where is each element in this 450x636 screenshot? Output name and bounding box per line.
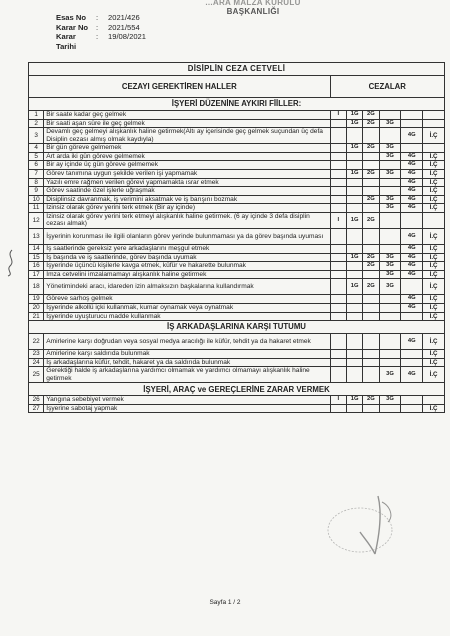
penalty-cell xyxy=(330,404,346,413)
penalty-cell: 2G xyxy=(363,212,379,228)
penalty-cell xyxy=(363,367,379,383)
meta-sep: : xyxy=(96,32,99,42)
penalty-cell: 4G xyxy=(401,253,423,262)
penalty-cell: 3G xyxy=(379,119,401,128)
header-org-line: BAŞKANLIĞI xyxy=(226,7,280,16)
penalty-cell xyxy=(379,111,401,120)
penalty-cell xyxy=(363,187,379,196)
table-row xyxy=(29,244,445,253)
penalty-cell: İ.Ç xyxy=(423,228,445,244)
penalty-cell: 4G xyxy=(401,262,423,271)
penalty-table xyxy=(28,62,445,413)
penalty-cell xyxy=(363,204,379,213)
penalty-cell xyxy=(346,295,362,304)
penalty-cell xyxy=(330,270,346,279)
penalty-cell xyxy=(346,128,362,144)
penalty-cell xyxy=(346,152,362,161)
penalty-cell: İ.Ç xyxy=(423,169,445,178)
page-number: Sayfa 1 / 2 xyxy=(209,599,241,606)
penalty-cell: 2G xyxy=(363,396,379,405)
penalty-cell: 2G xyxy=(363,169,379,178)
penalty-cell xyxy=(330,350,346,359)
row-number: 24 xyxy=(29,358,44,367)
penalty-cell xyxy=(363,350,379,359)
row-number: 20 xyxy=(29,303,44,312)
row-description: Yangına sebebiyet vermek xyxy=(44,396,330,405)
penalty-cell xyxy=(330,144,346,153)
penalty-cell: 4G xyxy=(401,152,423,161)
penalty-cell xyxy=(330,334,346,350)
penalty-cell: İ.Ç xyxy=(423,404,445,413)
penalty-cell: İ.Ç xyxy=(423,350,445,359)
penalty-cell: 3G xyxy=(379,270,401,279)
penalty-cell xyxy=(423,111,445,120)
row-description: Devamlı geç gelmeyi alışkanlık haline getirmek(Altı ay içerisinde geç gelmek suçundan üç defa Disiplin cezası almış olmak kaydıyla) xyxy=(44,128,330,144)
penalty-cell xyxy=(401,396,423,405)
row-description: Amirlerine karşı saldırıda bulunmak xyxy=(44,350,330,359)
row-description: Bir saate kadar geç gelmek xyxy=(44,111,330,120)
meta-value: 19/08/2021 xyxy=(108,32,147,42)
penalty-cell xyxy=(379,128,401,144)
penalty-cell xyxy=(379,334,401,350)
penalty-cell: 4G xyxy=(401,187,423,196)
penalty-cell: 3G xyxy=(379,279,401,295)
penalty-cell: 4G xyxy=(401,295,423,304)
row-number: 9 xyxy=(29,187,44,196)
penalty-cell xyxy=(401,144,423,153)
penalty-cell xyxy=(423,212,445,228)
penalty-cell: 3G xyxy=(379,144,401,153)
row-description: Disiplinsiz davranmak, iş verimini aksatmak ve iş barışını bozmak xyxy=(44,195,330,204)
penalty-cell xyxy=(330,178,346,187)
meta-key: Karar No xyxy=(56,22,89,32)
penalty-cell xyxy=(330,187,346,196)
penalty-cell xyxy=(346,404,362,413)
row-description: İzinsiz olarak görev yerini terk etmeyi alışkanlık haline getirmek. (6 ay içinde 3 defa disiplin cezası almak) xyxy=(44,212,330,228)
row-description: İşyerine sabotaj yapmak xyxy=(44,404,330,413)
penalty-cell xyxy=(346,244,362,253)
penalty-cell xyxy=(423,144,445,153)
row-number: 17 xyxy=(29,270,44,279)
penalty-cell xyxy=(330,128,346,144)
row-description: Görev tanımına uygun şekilde verilen işi yapmamak xyxy=(44,169,330,178)
penalty-cell: İ.Ç xyxy=(423,195,445,204)
meta-value: 2021/426 xyxy=(108,13,140,22)
penalty-cell: 4G xyxy=(401,128,423,144)
table-row xyxy=(29,279,445,295)
row-description: Yönetimindeki aracı, idareden izin almaksızın başkalarına kullandırmak xyxy=(44,279,330,295)
table-row xyxy=(29,187,445,196)
row-number: 25 xyxy=(29,367,44,383)
row-number: 8 xyxy=(29,178,44,187)
penalty-cell xyxy=(330,161,346,170)
section-header: İŞYERİ, ARAÇ ve GEREÇLERİNE ZARAR VERMEK xyxy=(29,383,445,396)
penalty-cell xyxy=(346,367,362,383)
row-description: Gerektiği halde iş arkadaşlarına yardımcı olmamak ve yardımcı olmamayı alışkanlık haline getirmek xyxy=(44,367,330,383)
stamp-signature-icon xyxy=(320,492,410,562)
row-description: Yazılı emre rağmen verilen görevi yapmamakta ısrar etmek xyxy=(44,178,330,187)
row-number: 4 xyxy=(29,144,44,153)
penalty-cell: 4G xyxy=(401,270,423,279)
penalty-cell: 1G xyxy=(346,119,362,128)
penalty-cell xyxy=(379,303,401,312)
penalty-cell xyxy=(330,195,346,204)
penalty-cell: 2G xyxy=(363,119,379,128)
penalty-cell xyxy=(346,270,362,279)
penalty-cell xyxy=(379,244,401,253)
penalty-cell xyxy=(423,119,445,128)
penalty-cell: 3G xyxy=(379,367,401,383)
table-title: DİSİPLİN CEZA CETVELİ xyxy=(29,63,445,76)
row-number: 22 xyxy=(29,334,44,350)
row-number: 7 xyxy=(29,169,44,178)
penalty-cell xyxy=(346,187,362,196)
table-row xyxy=(29,303,445,312)
penalty-cell xyxy=(363,244,379,253)
meta-row-esas xyxy=(56,13,146,23)
table-row xyxy=(29,128,445,144)
penalty-cell: 4G xyxy=(401,169,423,178)
penalty-cell xyxy=(379,212,401,228)
table-row xyxy=(29,396,445,405)
penalty-cell xyxy=(346,350,362,359)
penalty-cell: 3G xyxy=(379,262,401,271)
penalty-cell: I xyxy=(330,396,346,405)
penalty-cell xyxy=(401,312,423,321)
row-number: 13 xyxy=(29,228,44,244)
penalty-cell xyxy=(330,228,346,244)
penalty-cell xyxy=(346,204,362,213)
table-row xyxy=(29,334,445,350)
penalty-cell xyxy=(330,253,346,262)
penalty-cell: 1G xyxy=(346,396,362,405)
penalty-cell: İ.Ç xyxy=(423,161,445,170)
penalty-cell xyxy=(346,161,362,170)
row-description: İş başında ve iş saatlerinde, görev başında uyumak xyxy=(44,253,330,262)
penalty-cell xyxy=(330,152,346,161)
penalty-cell: İ.Ç xyxy=(423,204,445,213)
row-description: İzinsiz olarak görev yerini terk etmek (Bir ay içinde) xyxy=(44,204,330,213)
penalty-cell: 2G xyxy=(363,111,379,120)
penalty-cell: 4G xyxy=(401,244,423,253)
penalty-cell xyxy=(363,295,379,304)
table-row xyxy=(29,161,445,170)
penalty-cell xyxy=(330,244,346,253)
table-row xyxy=(29,295,445,304)
penalty-cell xyxy=(330,367,346,383)
row-description: Görev saatinde özel işlerle uğraşmak xyxy=(44,187,330,196)
table-row xyxy=(29,204,445,213)
penalty-cell xyxy=(346,262,362,271)
penalty-cell xyxy=(401,404,423,413)
penalty-cell xyxy=(363,312,379,321)
row-description: İş saatlerinde gereksiz yere arkadaşlarını meşgul etmek xyxy=(44,244,330,253)
table-row xyxy=(29,195,445,204)
penalty-cell: 1G xyxy=(346,279,362,295)
penalty-cell xyxy=(379,312,401,321)
penalty-cell xyxy=(330,358,346,367)
table-row xyxy=(29,262,445,271)
penalty-cell: İ.Ç xyxy=(423,303,445,312)
row-description: İşyerinde üçüncü kişilerle kavga etmek, küfür ve hakarette bulunmak xyxy=(44,262,330,271)
penalty-cell: İ.Ç xyxy=(423,128,445,144)
penalty-cell xyxy=(330,262,346,271)
penalty-cell xyxy=(330,295,346,304)
row-number: 23 xyxy=(29,350,44,359)
header-top-line: ...ARA MALZA KURULU xyxy=(205,0,301,6)
penalty-cell xyxy=(363,128,379,144)
penalty-cell xyxy=(379,295,401,304)
meta-row-tarih xyxy=(56,32,146,51)
penalty-cell: İ.Ç xyxy=(423,152,445,161)
penalty-cell: İ.Ç xyxy=(423,244,445,253)
penalty-cell: 3G xyxy=(379,195,401,204)
penalty-cell xyxy=(401,350,423,359)
row-number: 1 xyxy=(29,111,44,120)
table-row xyxy=(29,358,445,367)
row-description: İşyerinde alkollü içki kullanmak, kumar oynamak veya oynatmak xyxy=(44,303,330,312)
row-description: İşyerinde uyuşturucu madde kullanmak xyxy=(44,312,330,321)
penalty-cell: 3G xyxy=(379,204,401,213)
penalty-cell xyxy=(363,270,379,279)
penalty-cell: İ.Ç xyxy=(423,295,445,304)
penalty-cell: 3G xyxy=(379,169,401,178)
penalty-cell xyxy=(401,119,423,128)
penalty-cell: İ.Ç xyxy=(423,253,445,262)
penalty-cell: 3G xyxy=(379,396,401,405)
row-description: Amirlerine karşı doğrudan veya sosyal medya aracılığı ile küfür, tehdit ya da hakaret etmek xyxy=(44,334,330,350)
penalty-cell: 4G xyxy=(401,178,423,187)
penalty-cell: 4G xyxy=(401,303,423,312)
penalty-cell xyxy=(330,303,346,312)
penalty-cell xyxy=(379,178,401,187)
penalty-cell xyxy=(330,312,346,321)
penalty-cell xyxy=(363,303,379,312)
row-number: 26 xyxy=(29,396,44,405)
meta-key: Esas No xyxy=(56,13,86,22)
penalty-cell xyxy=(346,178,362,187)
row-description: Bir saati aşan süre ile geç gelmek xyxy=(44,119,330,128)
penalty-cell: 2G xyxy=(363,195,379,204)
table-row xyxy=(29,404,445,413)
penalty-cell xyxy=(401,212,423,228)
penalty-cell: 1G xyxy=(346,212,362,228)
penalty-cell xyxy=(401,279,423,295)
penalty-cell xyxy=(363,358,379,367)
penalty-cell xyxy=(379,358,401,367)
table-row xyxy=(29,270,445,279)
penalty-cell xyxy=(330,119,346,128)
row-description: İmza cetvelini imzalamamayı alışkanlık haline getirmek xyxy=(44,270,330,279)
document-header xyxy=(168,0,338,16)
row-description: İşyerinin korunması ile ilgili olanların görev yerinde bulunmaması ya da görev başında uyuması xyxy=(44,228,330,244)
row-number: 27 xyxy=(29,404,44,413)
row-number: 16 xyxy=(29,262,44,271)
penalty-cell: 3G xyxy=(379,152,401,161)
meta-value: 2021/554 xyxy=(108,22,140,32)
penalty-cell: İ.Ç xyxy=(423,279,445,295)
penalty-cell xyxy=(346,303,362,312)
row-number: 6 xyxy=(29,161,44,170)
penalty-cell: 4G xyxy=(401,161,423,170)
table-row xyxy=(29,212,445,228)
penalty-cell: İ.Ç xyxy=(423,312,445,321)
table-row xyxy=(29,253,445,262)
column-header-penalties: CEZALAR xyxy=(330,76,444,98)
penalty-cell: 1G xyxy=(346,169,362,178)
row-description: Art arda iki gün göreve gelmemek xyxy=(44,152,330,161)
penalty-cell: I xyxy=(330,111,346,120)
row-number: 2 xyxy=(29,119,44,128)
row-number: 21 xyxy=(29,312,44,321)
penalty-cell: 4G xyxy=(401,334,423,350)
penalty-cell xyxy=(363,334,379,350)
table-row xyxy=(29,228,445,244)
penalty-cell xyxy=(346,312,362,321)
column-header-cases: CEZAYI GEREKTİREN HALLER xyxy=(29,76,331,98)
penalty-cell xyxy=(379,187,401,196)
table-row xyxy=(29,119,445,128)
meta-row-karar xyxy=(56,23,146,33)
penalty-cell xyxy=(363,152,379,161)
penalty-cell: 2G xyxy=(363,144,379,153)
table-row xyxy=(29,367,445,383)
row-number: 14 xyxy=(29,244,44,253)
table-row xyxy=(29,152,445,161)
section-header: İŞYERİ DÜZENİNE AYKIRI FİİLLER: xyxy=(29,98,445,111)
table-row xyxy=(29,178,445,187)
penalty-cell: İ.Ç xyxy=(423,187,445,196)
row-number: 12 xyxy=(29,212,44,228)
penalty-cell xyxy=(330,279,346,295)
penalty-cell: 4G xyxy=(401,228,423,244)
penalty-cell xyxy=(363,178,379,187)
penalty-cell: 4G xyxy=(401,195,423,204)
penalty-cell: İ.Ç xyxy=(423,178,445,187)
decision-meta xyxy=(56,13,146,51)
penalty-cell: İ.Ç xyxy=(423,358,445,367)
penalty-cell: İ.Ç xyxy=(423,334,445,350)
row-description: İş arkadaşlarına küfür, tehdit, hakaret ya da saldırıda bulunmak xyxy=(44,358,330,367)
penalty-cell: İ.Ç xyxy=(423,367,445,383)
meta-sep: : xyxy=(96,22,99,32)
penalty-cell: 1G xyxy=(346,253,362,262)
penalty-cell xyxy=(346,195,362,204)
row-number: 15 xyxy=(29,253,44,262)
row-number: 19 xyxy=(29,295,44,304)
meta-key: Karar Tarihi xyxy=(56,32,77,51)
penalty-cell xyxy=(330,204,346,213)
meta-sep: : xyxy=(96,13,99,22)
penalty-cell xyxy=(423,396,445,405)
penalty-cell xyxy=(363,404,379,413)
row-description: Göreve sarhoş gelmek xyxy=(44,295,330,304)
handwritten-mark-icon xyxy=(2,248,20,278)
penalty-cell: İ.Ç xyxy=(423,270,445,279)
section-header: İŞ ARKADAŞLARINA KARŞI TUTUMU xyxy=(29,321,445,334)
penalty-cell xyxy=(379,228,401,244)
penalty-cell xyxy=(330,169,346,178)
penalty-cell: 3G xyxy=(379,253,401,262)
row-number: 11 xyxy=(29,204,44,213)
row-number: 18 xyxy=(29,279,44,295)
penalty-cell: 2G xyxy=(363,279,379,295)
penalty-cell xyxy=(379,404,401,413)
table-row xyxy=(29,169,445,178)
table-row xyxy=(29,312,445,321)
penalty-cell xyxy=(379,350,401,359)
penalty-cell xyxy=(379,161,401,170)
penalty-cell xyxy=(346,334,362,350)
table-row xyxy=(29,350,445,359)
penalty-cell xyxy=(346,228,362,244)
penalty-cell: 4G xyxy=(401,367,423,383)
penalty-cell xyxy=(401,111,423,120)
penalty-cell: 1G xyxy=(346,144,362,153)
penalty-cell xyxy=(363,228,379,244)
penalty-cell xyxy=(363,161,379,170)
penalty-cell: 2G xyxy=(363,253,379,262)
row-description: Bir gün göreve gelmemek xyxy=(44,144,330,153)
table-row xyxy=(29,144,445,153)
row-number: 5 xyxy=(29,152,44,161)
table-row xyxy=(29,111,445,120)
penalty-cell: 1G xyxy=(346,111,362,120)
penalty-cell xyxy=(401,358,423,367)
row-number: 3 xyxy=(29,128,44,144)
penalty-cell: I xyxy=(330,212,346,228)
penalty-cell: 2G xyxy=(363,262,379,271)
penalty-cell xyxy=(346,358,362,367)
penalty-cell: İ.Ç xyxy=(423,262,445,271)
row-description: Bir ay içinde üç gün göreve gelmemek xyxy=(44,161,330,170)
penalty-cell: 4G xyxy=(401,204,423,213)
row-number: 10 xyxy=(29,195,44,204)
